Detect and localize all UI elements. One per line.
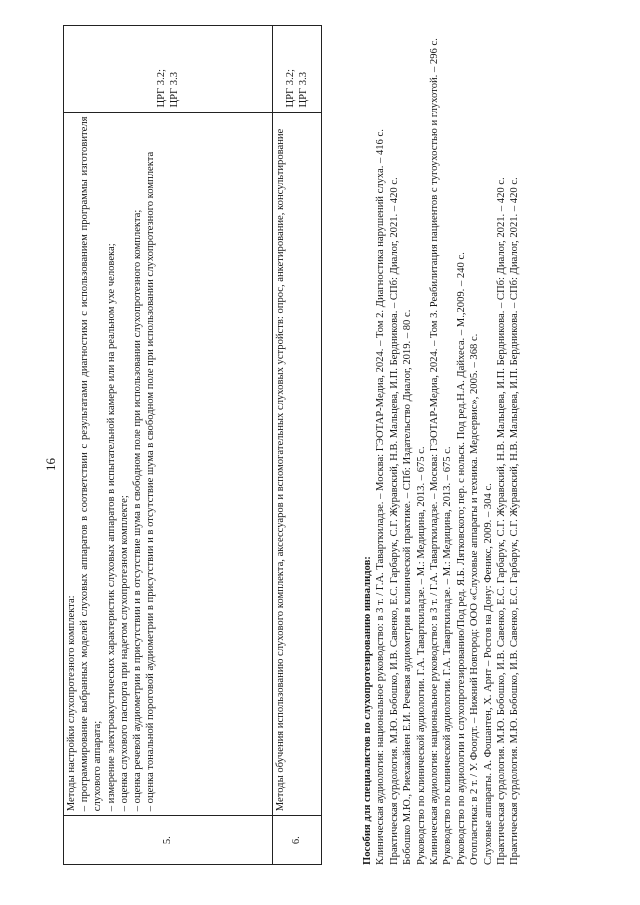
list-item: Бобошко М.Ю., Риехакайнен Е.И. Речевая аудиометрия в клинической практике. – СПб: Издательство Диалог, 2019. – 80 с. (402, 309, 414, 865)
row-description (64, 112, 273, 816)
table-row (64, 26, 273, 865)
table-row (273, 26, 322, 865)
row-codes (64, 26, 273, 113)
list-item: Практическая сурдология. М.Ю. Бобошко, И.В. Савенко, Е.С. Гарбарук, С.Г. Журавский, Н.В. Мальцева, И.П. Бердникова. – СПб: Диалог, 2021. – 420 с. (496, 177, 508, 865)
row-number: 5. (64, 816, 273, 865)
description-line: Методы настройки слухопротезного комплекта: (66, 595, 77, 812)
bibliography-list (374, 25, 521, 865)
methods-table (63, 25, 322, 865)
list-item: Отопластика: в 2 т. / У. Фоогдт. – Нижний Новгород: ООО «Слуховые аппараты и техника. Медсервис», 2005. – 368 с. (469, 333, 481, 865)
row-number: 6. (273, 816, 322, 865)
list-item: Практическая сурдология. М.Ю. Бобошко, И.В. Савенко, Е.С. Гарбарук, С.Г. Журавский, Н.В. Мальцева, И.П. Бердникова. – СПб: Диалог, 2021. – 420 с. (509, 177, 521, 865)
page-number: 16 (43, 458, 58, 471)
list-item: Руководство по аудиологии и слухопротезированию/Под ред. Я.Б. Лятковского; пер. с нольск. Под ред.Н.А. Дайхеса. – М.,2009. – 240 с. (455, 252, 467, 865)
list-item: Практическая сурдология. М.Ю. Бобошко, И.В. Савенко, Е.С. Гарбарук, С.Г. Журавский, Н.В. Мальцева, И.П. Бердникова. – СПб: Диалог, 2021. – 420 с. (388, 177, 400, 865)
code-label: ЦРГ 3.3 (298, 71, 309, 108)
list-item: Слуховые аппараты. А. Фошантен, Х. Арнт – Ростов на Дону: Феникс, 2009. – 304 с. (482, 483, 494, 865)
description-line: Методы обучения использованию слухового комплекта, аксессуаров и вспомогательных слуховых устройств: опрос, анкетирование, консультирование (275, 128, 286, 812)
description-line: – программирование выбранных моделей слуховых аппаратов в соответствии с результатами диагностики с использованием программы изготовителя слухового аппарата; (79, 116, 104, 812)
code-label: ЦРГ 3.2; (284, 69, 296, 108)
description-line: – оценка тональной пороговой аудиометрии в присутствии и в отсутствие шума в свободном поле при использовании слухопротезного комплекта (145, 151, 157, 812)
list-item: Руководство по клинической аудиологии. Г.А. Таварткиладзе. – М.: Медицина, 2013. – 675 с. (442, 446, 454, 865)
list-item: Руководство по клинической аудиологии. Г.А. Таварткиладзе. – М.: Медицина, 2013. – 675 с. (415, 446, 427, 865)
row-description (273, 112, 322, 816)
list-item: Клиническая аудиология: национальное руководство: в 3 т. / Г.А. Таварткиладзе. – Москва: ГЭОТАР-Медиа, 2024. – Том 2. Диагностика нарушений слуха. – 416 с. (375, 129, 387, 865)
list-item: Клиническая аудиология: национальное руководство: в 3 т. / Г.А. Таварткиладзе. – Москва: ГЭОТАР-Медиа, 2024. – Том 3. Реабилитация пациентов с тугоухостью и глухотой. – 296 с. (429, 38, 441, 865)
description-line: – оценка речевой аудиометрии в присутствии и в отсутствие шума в свободном поле при использовании слухопротезного комплекта; (132, 209, 144, 812)
bibliography-title: Пособия для специалистов по слухопротезированию инвалидов: (362, 556, 373, 865)
description-line: – оценка слухового паспорта при надетом слухопротезном комплекте; (118, 495, 130, 812)
code-label: ЦРГ 3.3 (169, 71, 180, 108)
description-line: – измерение электроакустических характеристик слуховых аппаратов в испытательной камере или на реальном ухе человека; (105, 243, 117, 812)
bibliography-section (361, 25, 522, 865)
code-label: ЦРГ 3.2; (155, 69, 167, 108)
row-codes (273, 26, 322, 113)
